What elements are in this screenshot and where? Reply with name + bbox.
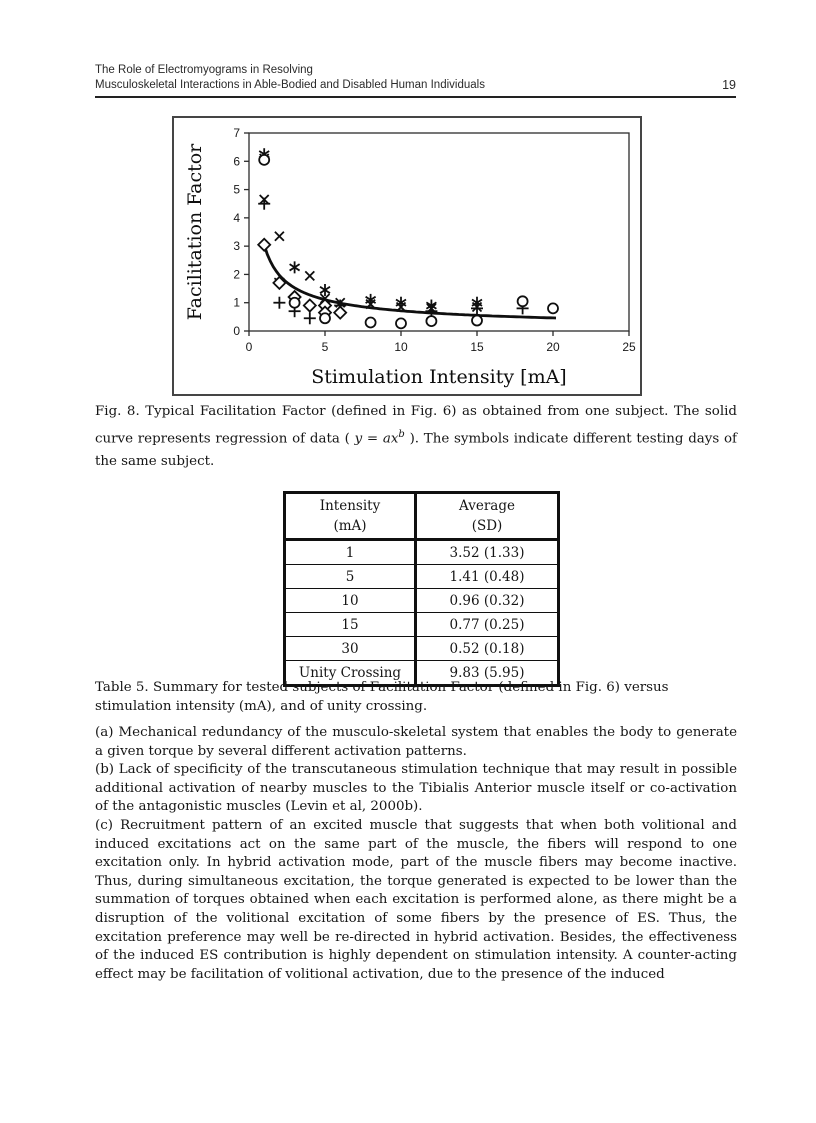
circle-marker [548, 303, 558, 313]
running-title-line1: The Role of Electromyograms in Resolving [95, 64, 313, 76]
table-row: 15 0.77 (0.25) [285, 613, 559, 637]
x-tick-label: 10 [394, 340, 408, 354]
plot-area-border [249, 133, 629, 331]
figure-caption-text-2: ). The symbols indicate different testing days of the same subject. [95, 431, 737, 470]
diamond-marker [334, 307, 346, 319]
col-header-average: Average (SD) [416, 493, 559, 540]
col-header-intensity: Intensity (mA) [285, 493, 416, 540]
y-tick-label: 2 [233, 267, 240, 282]
y-tick-label: 6 [233, 154, 240, 169]
y-tick-label: 7 [233, 126, 240, 140]
paragraph-a: (a) Mechanical redundancy of the musculo-skeletal system that enables the body to generate a given torque by several different activation patterns. [95, 725, 737, 759]
running-title-line2: Musculoskeletal Interactions in Able-Bodied and Disabled Human Individuals [95, 78, 485, 91]
table-row: Unity Crossing 9.83 (5.95) [285, 661, 559, 686]
table-header-row [285, 493, 559, 540]
circle-marker [366, 318, 376, 328]
figure-caption-text-1: Fig. 8. Typical Facilitation Factor (defined in Fig. 6) as obtained from one subject. The solid curve represents regression of data ( [95, 404, 737, 447]
diamond-marker [258, 239, 270, 251]
regression-formula-exponent: b [398, 429, 405, 440]
circle-marker [518, 296, 528, 306]
y-tick-label: 4 [233, 210, 240, 225]
regression-formula: y = ax [354, 431, 399, 447]
x-tick-label: 5 [321, 340, 329, 354]
x-tick-label: 20 [546, 340, 560, 354]
table-row: 30 0.52 (0.18) [285, 637, 559, 661]
table-row: 1 3.52 (1.33) [285, 540, 559, 565]
x-tick-label: 25 [622, 340, 636, 354]
circle-marker [320, 313, 330, 323]
page-header [95, 63, 736, 98]
x-tick-label: 0 [245, 340, 253, 354]
figure-8-caption [95, 400, 737, 473]
y-tick-label: 5 [233, 182, 240, 197]
y-tick-label: 1 [233, 295, 240, 310]
summary-table [283, 491, 560, 687]
paragraph-b: (b) Lack of specificity of the transcutaneous stimulation technique that may result in possible additional activation of nearby muscles to the Tibialis Anterior muscle itself or co-activation of the antagonistic muscles (Levin et al, 2000b). [95, 762, 737, 815]
circle-marker [290, 298, 300, 308]
x-axis-title: Stimulation Intensity [mA] [311, 366, 567, 388]
paragraph-c: (c) Recruitment pattern of an excited muscle that suggests that when both volitional and induced excitations act on the same part of the muscle, the fibers will respond to one excitation only. In hybrid activation mode, part of the muscle fibers may become inactive. Thus, during simultaneous excitation, the torque generated is expected to be lower than the summation of torques obtained when each excitation is performed alone, as there might be a disruption of the volitional excitation of some fibers by the presence of ES. Thus, the excitation preference may well be re-directed in hybrid activation. Besides, the effectiveness of the induced ES contribution is highly dependent on stimulation intensity. A counter-acting effect may be facilitation of volitional activation, due to the presence of the induced [95, 817, 737, 982]
y-tick-label: 3 [233, 239, 240, 254]
table-row: 10 0.96 (0.32) [285, 589, 559, 613]
circle-marker [426, 316, 436, 326]
circle-marker [472, 316, 482, 326]
y-tick-label: 0 [233, 324, 240, 338]
y-axis-title: Facilitation Factor [184, 143, 206, 321]
facilitation-factor-chart [174, 118, 640, 394]
figure-8-frame [172, 116, 642, 396]
table-row: 5 1.41 (0.48) [285, 565, 559, 589]
table-5-caption: Table 5. Summary for tested subjects of Facilitation Factor (defined in Fig. 6) versus stimulation intensity (mA), and of unity crossing. [95, 680, 669, 714]
running-title [95, 63, 485, 92]
diamond-marker [304, 300, 316, 312]
circle-marker [396, 318, 406, 328]
body-text [95, 724, 737, 984]
page-number: 19 [722, 77, 736, 92]
x-tick-label: 15 [470, 340, 484, 354]
circle-marker [259, 155, 269, 165]
